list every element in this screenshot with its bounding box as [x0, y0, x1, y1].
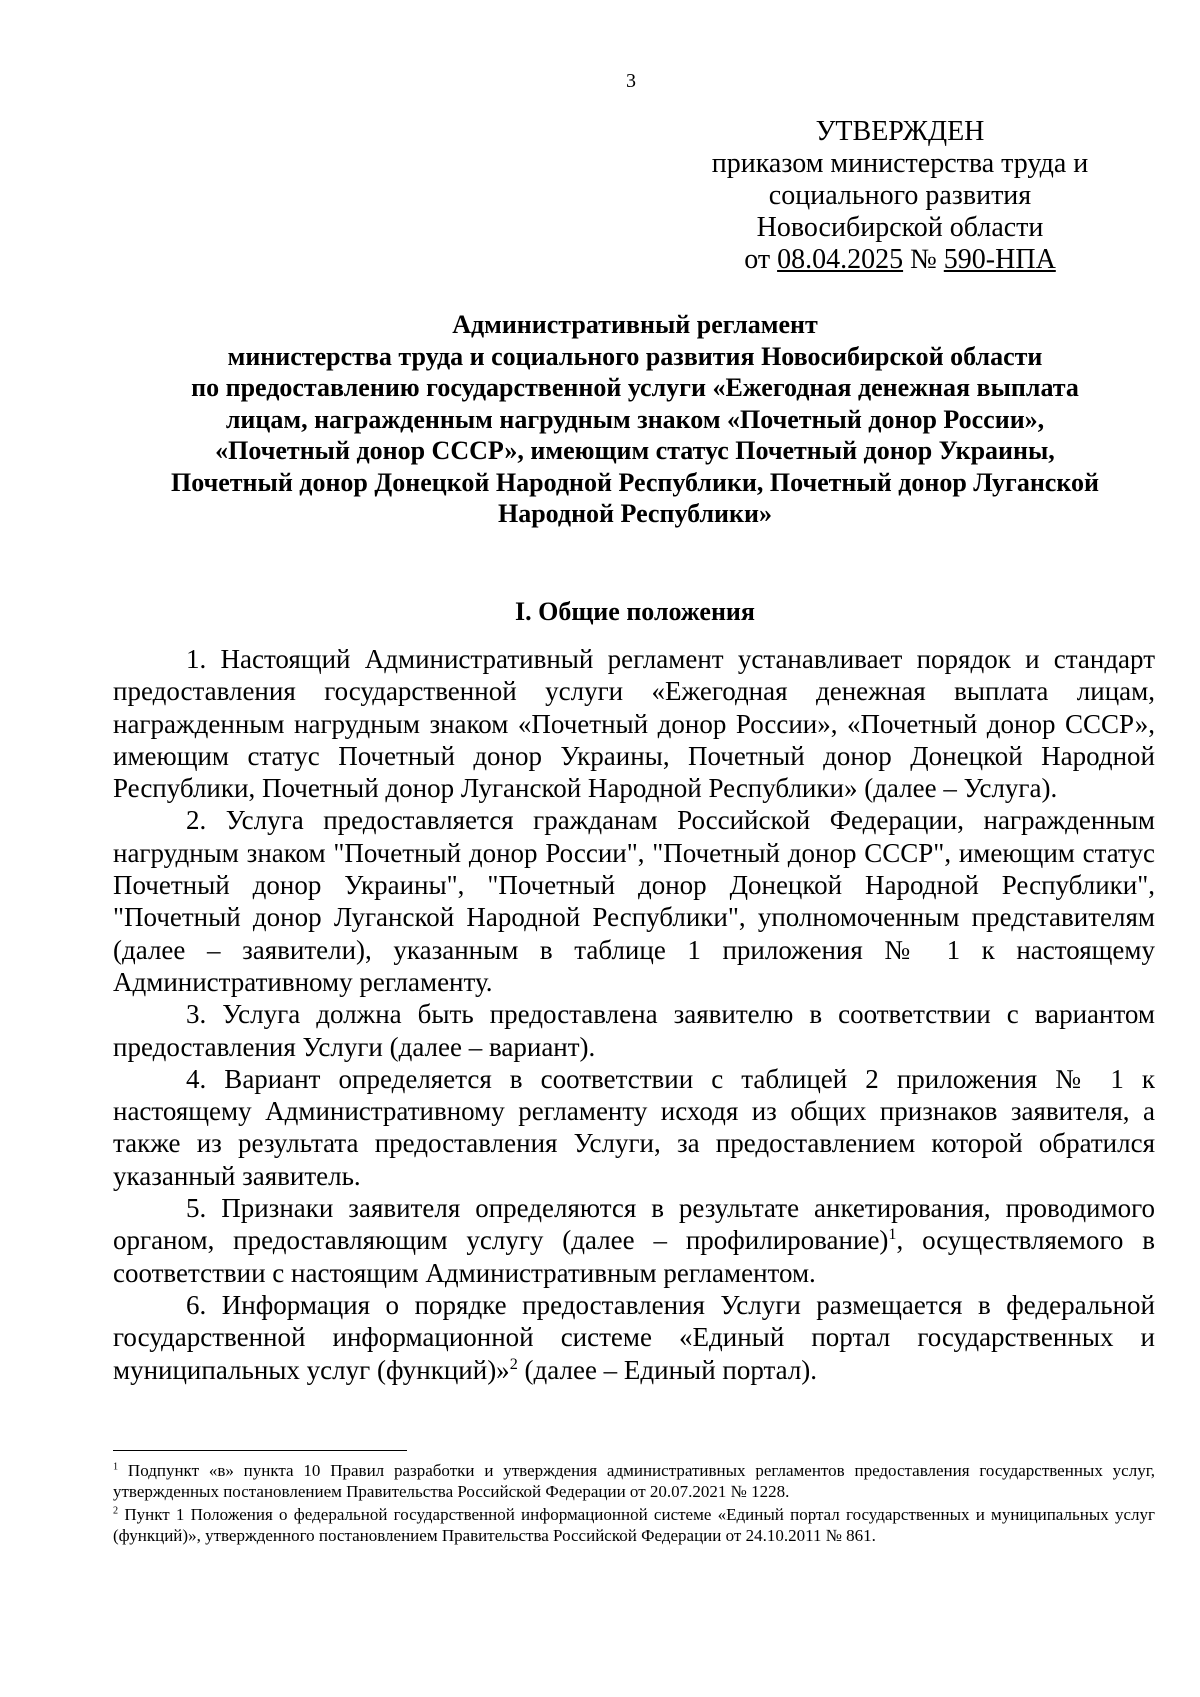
- paragraph-6: [113, 1289, 1155, 1386]
- document-body: [113, 643, 1155, 1386]
- footnote-text: Пункт 1 Положения о федеральной государственной информационной системе «Единый портал государственных и муниципальных услуг (функций)», утвержденного постановлением Правительства Российской Федерации от 24.10.2011 № 861.: [113, 1505, 1155, 1545]
- title-line: по предоставлению государственной услуги «Ежегодная денежная выплата: [191, 373, 1079, 402]
- approval-number: 590-НПА: [943, 244, 1056, 275]
- paragraph-5-text-end: , осуществляемого в соответствии с настоящим Административным регламентом.: [113, 1225, 1155, 1288]
- title-line: Административный регламент: [452, 310, 818, 339]
- footnote-mark: 1: [113, 1461, 119, 1473]
- title-line: «Почетный донор СССР», имеющим статус Почетный донор Украины,: [215, 436, 1055, 465]
- title-line: лицам, награжденным нагрудным знаком «Почетный донор России»,: [225, 404, 1045, 434]
- approval-date: 08.04.2025: [777, 244, 904, 275]
- paragraph-2: 2. Услуга предоставляется гражданам Российской Федерации, награжденным нагрудным знаком "Почетный донор России", "Почетный донор СССР", имеющим статус Почетный донор Украины", "Почетный донор Донецкой Народной Республики", "Почетный донор Луганской Народной Республики", уполномоченным представителям (далее – заявители), указанным в таблице 1 приложения № 1 к настоящему Административному регламенту.: [113, 805, 1155, 997]
- page-number: 3: [626, 70, 636, 92]
- footnote-ref-2[interactable]: 2: [509, 1354, 518, 1373]
- approval-line: Новосибирской области: [756, 212, 1044, 243]
- approval-heading: УТВЕРЖДЕН: [815, 116, 985, 147]
- footnote-2: [113, 1504, 1155, 1546]
- title-line: Почетный донор Донецкой Народной Республики, Почетный донор Луганской: [171, 467, 1099, 497]
- footnote-text: Подпункт «в» пункта 10 Правил разработки и утверждения административных регламентов предоставления государственных услуг, утвержденных постановлением Правительства Российской Федерации от 20.07.2021 № 1228.: [113, 1461, 1155, 1501]
- footnote-separator: [113, 1450, 407, 1451]
- approval-block: [650, 116, 1150, 276]
- paragraph-1: 1. Настоящий Административный регламент устанавливает порядок и стандарт предоставления государственной услуги «Ежегодная денежная выплата лицам, награжденным нагрудным знаком «Почетный донор России», «Почетный донор СССР», имеющим статус Почетный донор Украины, Почетный донор Донецкой Народной Республики, Почетный донор Луганской Народной Республики» (далее – Услуга).: [113, 644, 1155, 804]
- paragraph-6-text-end: (далее – Единый портал).: [517, 1354, 818, 1385]
- section-heading: I. Общие положения: [515, 597, 755, 626]
- footnote-ref-1[interactable]: 1: [888, 1225, 897, 1244]
- approval-line: приказом министерства труда и: [711, 148, 1089, 179]
- paragraph-6-text: 6. Информация о порядке предоставления Услуги размещается в федеральной государственной информационной системе «Единый портал государственных и муниципальных услуг (функций)»: [113, 1289, 1155, 1385]
- approval-prefix: от: [744, 244, 771, 275]
- document-title: [110, 309, 1160, 530]
- approval-line: социального развития: [768, 180, 1032, 211]
- title-line: Народной Республики»: [497, 499, 772, 528]
- footnotes: [113, 1460, 1155, 1548]
- approval-order-line: [650, 244, 1150, 276]
- paragraph-3: 3. Услуга должна быть предоставлена заявителю в соответствии с вариантом предоставления Услуги (далее – вариант).: [113, 999, 1155, 1062]
- approval-number-sign: №: [910, 244, 937, 275]
- footnote-1: [113, 1460, 1155, 1502]
- title-line: министерства труда и социального развития Новосибирской области: [227, 341, 1043, 371]
- paragraph-5: [113, 1192, 1155, 1289]
- footnote-mark: 2: [113, 1505, 119, 1517]
- paragraph-4: 4. Вариант определяется в соответствии с таблицей 2 приложения № 1 к настоящему Административному регламенту исходя из общих признаков заявителя, а также из результата предоставления Услуги, за предоставлением которой обратился указанный заявитель.: [113, 1063, 1155, 1191]
- paragraph-5-text: 5. Признаки заявителя определяются в результате анкетирования, проводимого органом, предоставляющим услугу (далее – профилирование): [113, 1193, 1155, 1256]
